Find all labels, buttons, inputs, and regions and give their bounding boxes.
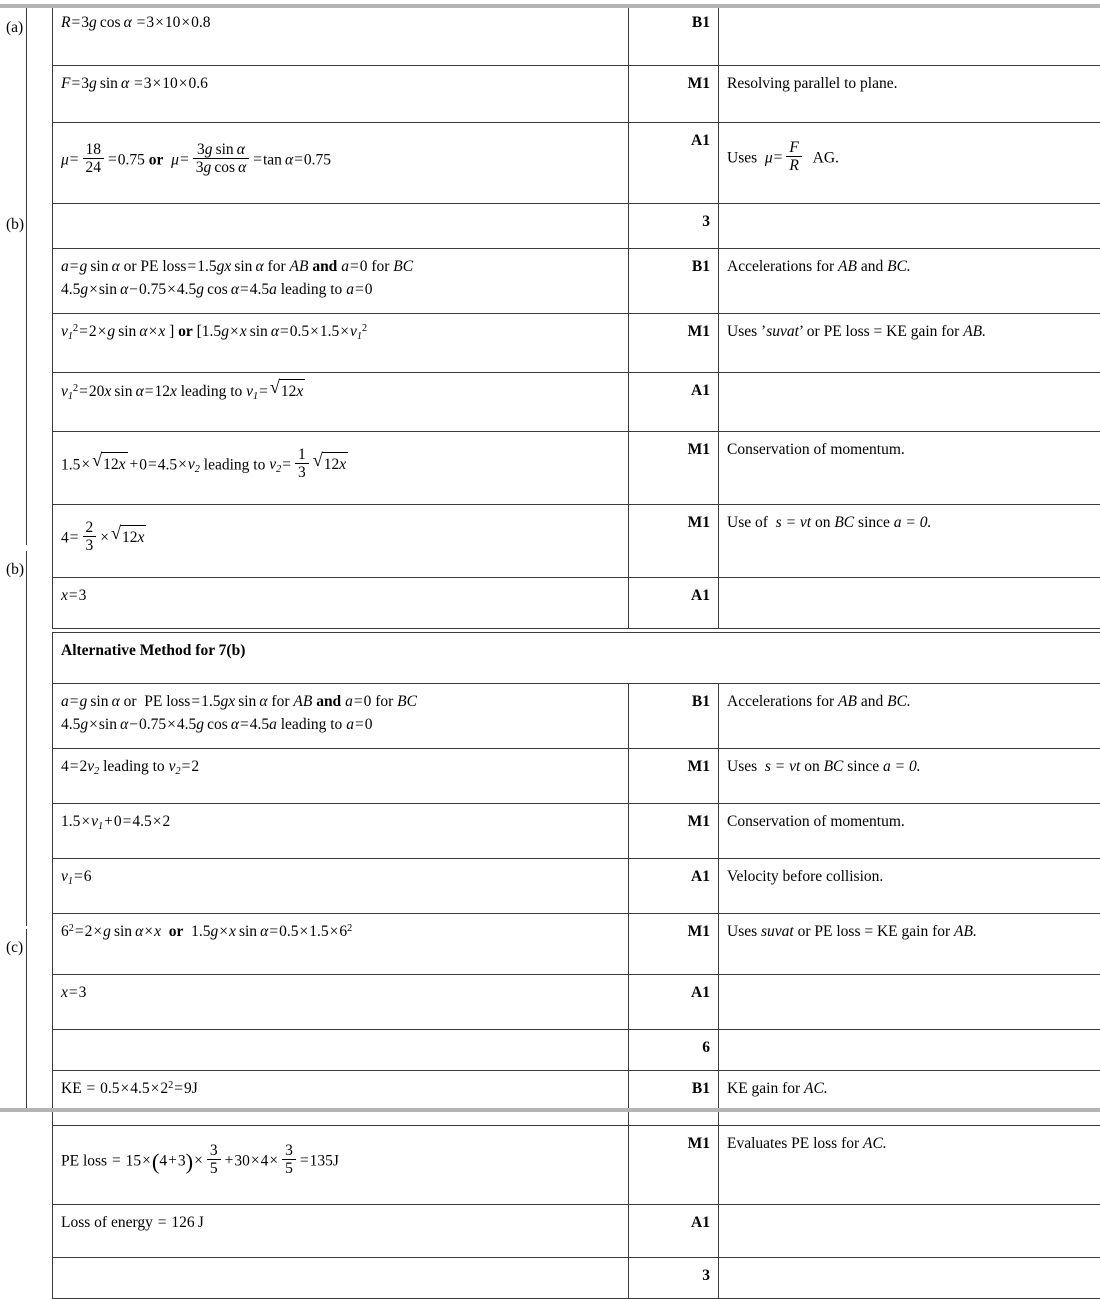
working-cell: $4=2v_2$ leading to $v_2=2$ — [53, 749, 629, 804]
mark-cell: B1 — [629, 249, 719, 314]
mark-cell: M1 — [629, 314, 719, 373]
mark-cell: A1 — [629, 123, 719, 204]
table-row — [53, 749, 1100, 804]
mark-cell: M1 — [629, 914, 719, 975]
comment-cell: Resolving parallel to plane. — [719, 66, 1100, 123]
table-row — [53, 123, 1100, 204]
mark-total-cell: 6 — [629, 1030, 719, 1071]
part-label-c: (c) — [6, 940, 50, 956]
comment-text: Uses — [727, 149, 757, 166]
comment-formula: s = vt — [776, 514, 811, 531]
table-row-heading — [53, 633, 1100, 684]
label-gutter-rule-alt — [26, 551, 27, 926]
comment-text-mid: ’ or PE loss = KE gain for — [799, 323, 959, 340]
table-row — [53, 314, 1100, 373]
comment-text: Use of — [727, 514, 768, 531]
comment-text-mid: or PE loss = KE gain for — [798, 923, 951, 940]
table-row — [53, 5, 1100, 66]
table-row — [53, 204, 1100, 249]
mark-cell: A1 — [629, 373, 719, 432]
comment-cell — [719, 314, 1100, 373]
mark-total-cell: 3 — [629, 1258, 719, 1299]
comment-cell: Velocity before collision. — [719, 859, 1100, 914]
comment-cell — [719, 749, 1100, 804]
comment-cell — [719, 684, 1100, 749]
comment-a-zero: a = 0. — [883, 758, 921, 775]
working-cell: x=3 — [53, 578, 629, 629]
comment-formula: s = vt — [765, 758, 800, 775]
table-row — [53, 914, 1100, 975]
comment-cell — [719, 5, 1100, 66]
comment-cell — [719, 578, 1100, 629]
scan-edge-rule-top — [0, 4, 1100, 8]
mark-cell: A1 — [629, 1205, 719, 1258]
table-row — [53, 975, 1100, 1030]
comment-ref-ab: AB. — [954, 923, 977, 940]
working-cell: $v_1^2=2\times g$ sin α×x ] or [1.5g×x $\sin \alpha=0.5\times 1.5\times v_1^2$ — [53, 314, 629, 373]
comment-a-zero: a = 0. — [894, 514, 932, 531]
comment-suvat: suvat — [761, 923, 794, 940]
table-row — [53, 1126, 1100, 1205]
working-cell: $6^2=2\times g$ sin α×x or 1.5g×x $\sin \alpha=0.5\times 1.5\times 6^2$ — [53, 914, 629, 975]
mark-cell: M1 — [629, 1126, 719, 1205]
comment-cell — [719, 975, 1100, 1030]
mark-cell: B1 — [629, 5, 719, 66]
comment-text-on: on — [804, 758, 820, 775]
comment-text-since: since — [858, 514, 890, 531]
mark-cell: M1 — [629, 505, 719, 578]
mark-cell: A1 — [629, 859, 719, 914]
comment-ref-ac: AC. — [804, 1080, 828, 1097]
comment-ref-ab: AB. — [963, 323, 986, 340]
comment-cell — [719, 1126, 1100, 1205]
comment-ref-ac: AC. — [863, 1135, 887, 1152]
comment-ref-bc: BC — [834, 514, 854, 531]
mark-total-cell: 3 — [629, 204, 719, 249]
part-label-b-alt: (b) — [6, 562, 50, 578]
comment-cell — [719, 1030, 1100, 1071]
comment-cell — [719, 204, 1100, 249]
working-cell: KE = $0.5\times 4.5\times 2^2=9J$ — [53, 1071, 629, 1126]
working-cell: 1.5× √ $12x +0=4.5\times v_2$ leading to $v_2=$ $\frac{1}{3}$ √ 12x — [53, 432, 629, 505]
label-gutter-rule-a-b — [26, 8, 27, 545]
comment-cell: Conservation of momentum. — [719, 804, 1100, 859]
table-row — [53, 1071, 1100, 1126]
mark-cell: M1 — [629, 749, 719, 804]
comment-cell — [719, 505, 1100, 578]
working-cell — [53, 204, 629, 249]
comment-ref-bc: BC — [824, 758, 844, 775]
working-cell: R=3g cos α =3×10×0.8 — [53, 5, 629, 66]
comment-text: Uses ’ — [727, 323, 766, 340]
working-cell: 4= $\frac{2}{3}$ × √ 12x — [53, 505, 629, 578]
mark-cell: M1 — [629, 66, 719, 123]
alt-method-heading: Alternative Method for 7(b) — [53, 633, 1100, 684]
table-row — [53, 859, 1100, 914]
mark-cell: M1 — [629, 432, 719, 505]
comment-text: Accelerations for — [727, 693, 834, 710]
comment-text: Evaluates PE loss for — [727, 1135, 859, 1152]
table-row — [53, 432, 1100, 505]
comment-cell — [719, 373, 1100, 432]
comment-text: KE gain for — [727, 1080, 800, 1097]
table-row — [53, 684, 1100, 749]
scan-edge-rule-bottom — [0, 1108, 1100, 1112]
part-label-b: (b) — [6, 217, 50, 233]
working-cell: $v_1=6$ — [53, 859, 629, 914]
comment-text: Accelerations for — [727, 258, 834, 275]
mark-cell: B1 — [629, 684, 719, 749]
working-cell: Loss of energy = 126 J — [53, 1205, 629, 1258]
working-cell: $v_1^2=20x$ sin α=12x leading to $v_1=$ √ 12x — [53, 373, 629, 432]
table-row — [53, 578, 1100, 629]
part-label-a: (a) — [6, 20, 50, 36]
comment-cell — [719, 249, 1100, 314]
comment-text-on: on — [815, 514, 831, 531]
mark-cell: A1 — [629, 578, 719, 629]
table-row — [53, 1030, 1100, 1071]
comment-cell — [719, 1205, 1100, 1258]
comment-ref-bc: BC. — [887, 693, 911, 710]
table-row — [53, 505, 1100, 578]
table-row — [53, 373, 1100, 432]
label-gutter-rule-c — [26, 929, 27, 1108]
working-cell: a=g sin α or PE loss=1.5gx sin α for AB and a=0 for BC 4.5g×sin α−0.75×4.5g cos α=4.5a leading to a=0 — [53, 684, 629, 749]
working-cell: PE loss = 15×(4+3)× $\frac{3}{5}$ +30×4× $\frac{3}{5}$ =135J — [53, 1126, 629, 1205]
comment-text-and: and — [861, 258, 883, 275]
comment-text: Uses — [727, 758, 757, 775]
working-cell: $1.5\times v_1+0=4.5\times 2$ — [53, 804, 629, 859]
comment-suvat: suvat — [766, 323, 799, 340]
comment-text-and: and — [861, 693, 883, 710]
mark-scheme-sheet — [0, 4, 1100, 1117]
table-row — [53, 804, 1100, 859]
comment-ref-ab: AB — [838, 693, 857, 710]
mark-scheme-table — [52, 4, 1100, 1299]
table-row — [53, 249, 1100, 314]
comment-cell — [719, 914, 1100, 975]
comment-cell — [719, 1071, 1100, 1126]
comment-cell — [719, 1258, 1100, 1299]
comment-text-since: since — [847, 758, 879, 775]
table-row — [53, 66, 1100, 123]
comment-text-ag: AG. — [813, 149, 839, 166]
mark-cell: M1 — [629, 804, 719, 859]
table-row — [53, 1258, 1100, 1299]
working-cell: μ= $\frac{18}{24}$ =0.75 or μ= $\frac{\text{3g sin α}}{\text{3g cos α}}$ =tan α=0.75 — [53, 123, 629, 204]
working-cell: a=g sin α or PE loss=1.5gx sin α for AB and a=0 for BC 4.5g×sin α−0.75×4.5g cos α=4.5a leading to a=0 — [53, 249, 629, 314]
table-row — [53, 1205, 1100, 1258]
working-cell: F=3g sin α =3×10×0.6 — [53, 66, 629, 123]
comment-ref-bc: BC. — [887, 258, 911, 275]
mark-cell: A1 — [629, 975, 719, 1030]
comment-ref-ab: AB — [838, 258, 857, 275]
working-cell — [53, 1258, 629, 1299]
comment-cell: Uses μ= $\frac{F}{R}$ AG. — [719, 123, 1100, 204]
working-cell: x=3 — [53, 975, 629, 1030]
working-cell — [53, 1030, 629, 1071]
comment-cell: Conservation of momentum. — [719, 432, 1100, 505]
comment-text: Uses — [727, 923, 757, 940]
mark-cell: B1 — [629, 1071, 719, 1126]
